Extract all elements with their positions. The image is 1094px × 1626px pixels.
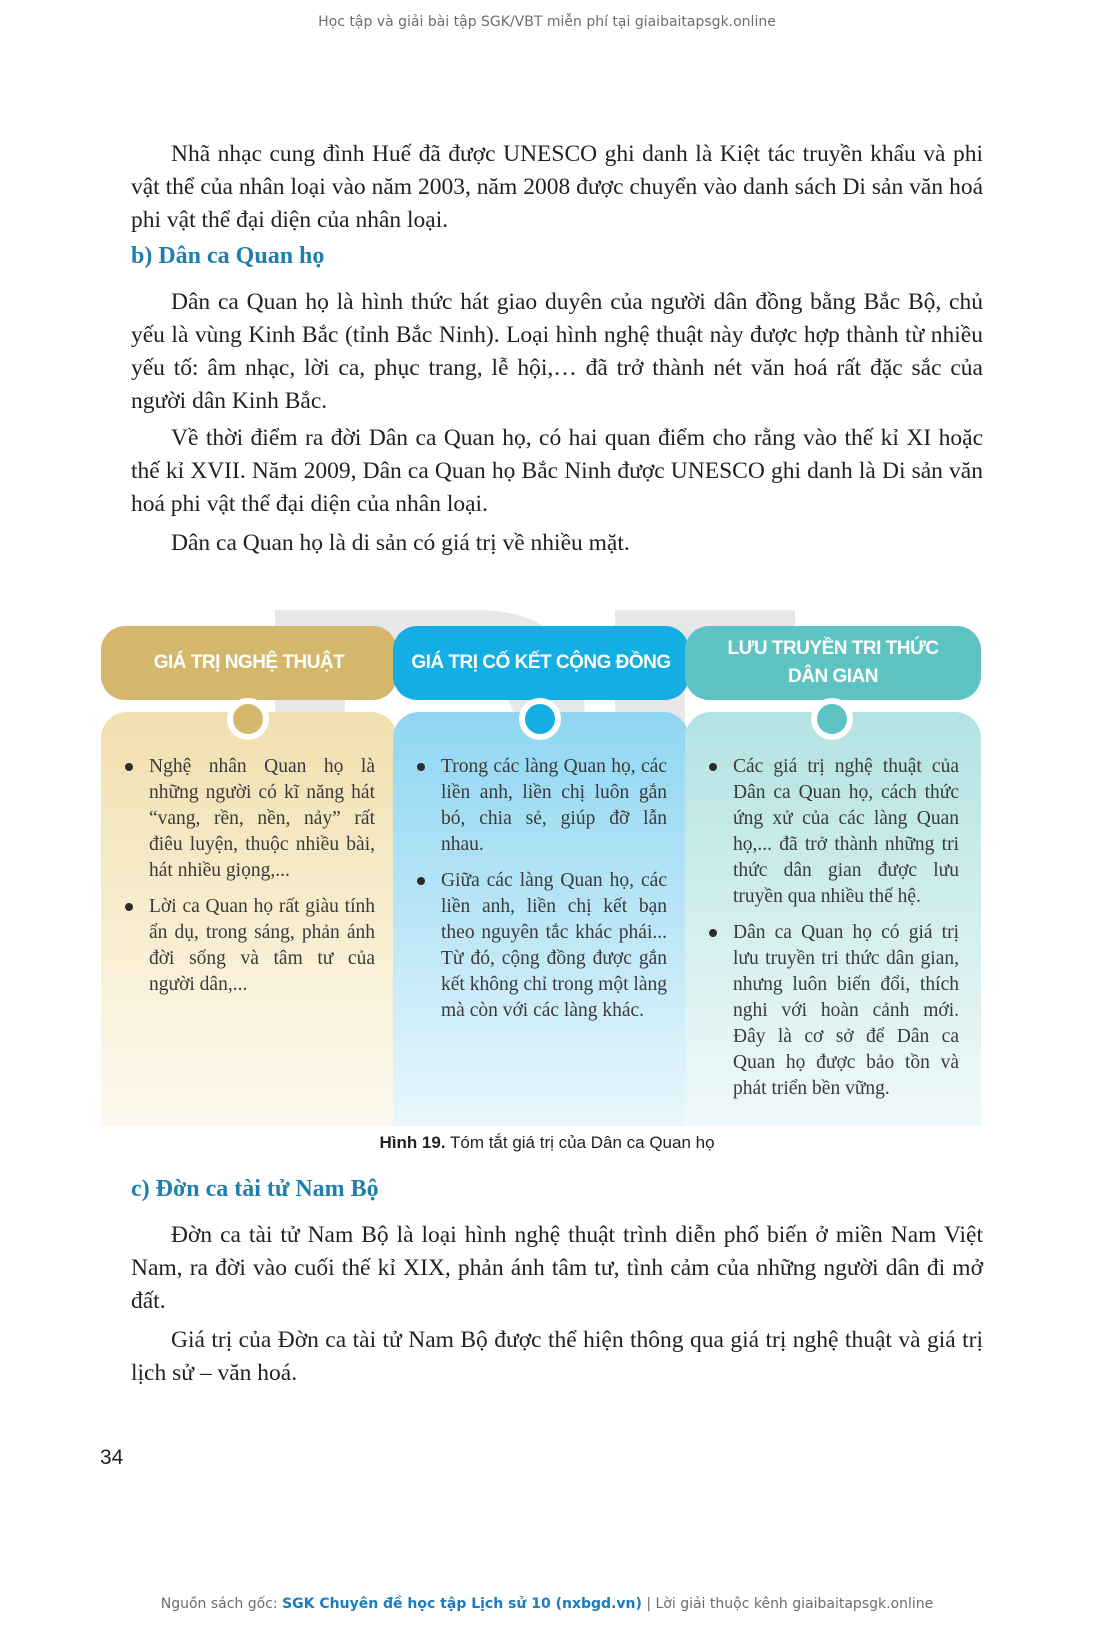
column-nghe-thuat — [101, 626, 397, 1126]
item-list — [707, 754, 959, 1112]
caption-text: Tóm tắt giá trị của Dân ca Quan họ — [445, 1133, 715, 1152]
connector-dot — [519, 698, 561, 740]
paragraph-b-3: Dân ca Quan họ là di sản có giá trị về nhiều mặt. — [171, 530, 630, 556]
item-list — [415, 754, 667, 1034]
column-co-ket — [393, 626, 689, 1126]
column-title-pill: GIÁ TRỊ NGHỆ THUẬT — [101, 626, 397, 700]
paragraph-c-2: Giá trị của Đờn ca tài tử Nam Bộ được thể hiện thông qua giá trị nghệ thuật và giá trị lịch sử – văn hoá. — [131, 1327, 983, 1386]
list-item: Trong các làng Quan họ, các liền anh, liền chị luôn gắn bó, chia sẻ, giúp đỡ lẫn nhau. — [415, 754, 667, 858]
paragraph-b-1: Dân ca Quan họ là hình thức hát giao duyên của người dân đồng bằng Bắc Bộ, chủ yếu là vùng Kinh Bắc (tỉnh Bắc Ninh). Loại hình nghệ thuật này được hợp thành từ nhiều yếu tố: âm nhạc, lời ca, phục trang, lễ hội,… đã trở thành nét văn hoá rất đặc sắc của người dân Kinh Bắc. — [131, 289, 983, 414]
caption-label: Hình 19. — [379, 1133, 446, 1152]
column-title-pill: LƯU TRUYỀN TRI THỨC DÂN GIAN — [685, 626, 981, 700]
page-number: 34 — [100, 1446, 124, 1469]
list-item: Lời ca Quan họ rất giàu tính ẩn dụ, trong sáng, phản ánh đời sống và tâm tư của người dân,... — [123, 894, 375, 998]
footer-note — [0, 1596, 1094, 1612]
footer-suffix: | Lời giải thuộc kênh giaibaitapsgk.online — [641, 1596, 934, 1612]
paragraph-nha-nhac: Nhã nhạc cung đình Huế đã được UNESCO ghi danh là Kiệt tác truyền khẩu và phi vật thể của nhân loại vào năm 2003, năm 2008 được chuyển vào danh sách Di sản văn hoá phi vật thể đại diện của nhân loại. — [131, 141, 983, 233]
footer-prefix: Nguồn sách gốc: — [160, 1596, 283, 1612]
section-b — [131, 243, 983, 270]
list-item: Giữa các làng Quan họ, các liền anh, liền chị kết bạn theo nguyên tắc khác phái... Từ đó, cộng đồng được gắn kết không chỉ trong một làng mà còn với các làng khác. — [415, 868, 667, 1024]
connector-dot — [811, 698, 853, 740]
intro-block — [131, 138, 983, 237]
column-tri-thuc — [685, 626, 981, 1126]
list-item: Nghệ nhân Quan họ là những người có kĩ năng hát “vang, rền, nền, nảy” rất điêu luyện, thuộc nhiều bài, hát nhiều giọng,... — [123, 754, 375, 884]
list-item: Dân ca Quan họ có giá trị lưu truyền tri thức dân gian, nhưng luôn biến đổi, thích nghi với hoàn cảnh mới. Đây là cơ sở để Dân ca Quan họ được bảo tồn và phát triển bền vững. — [707, 920, 959, 1102]
list-item: Các giá trị nghệ thuật của Dân ca Quan họ, cách thức ứng xử của các làng Quan họ,... đã trở thành những tri thức dân gian được lưu truyền qua nhiều thế hệ. — [707, 754, 959, 910]
item-list — [123, 754, 375, 1008]
figure-19 — [101, 626, 1007, 1126]
section-c — [131, 1176, 983, 1203]
connector-dot — [227, 698, 269, 740]
section-b-body-2 — [131, 422, 983, 521]
figure-caption — [0, 1133, 1094, 1153]
paragraph-b-2: Về thời điểm ra đời Dân ca Quan họ, có hai quan điểm cho rằng vào thế kỉ XI hoặc thế kỉ XVII. Năm 2009, Dân ca Quan họ Bắc Ninh được UNESCO ghi danh là Di sản văn hoá phi vật thể đại diện của nhân loại. — [131, 425, 983, 517]
section-c-body-2 — [131, 1324, 983, 1390]
section-c-title: c) Đờn ca tài tử Nam Bộ — [131, 1176, 379, 1202]
paragraph-c-1: Đờn ca tài tử Nam Bộ là loại hình nghệ thuật trình diễn phổ biến ở miền Nam Việt Nam, ra đời vào cuối thế kỉ XIX, phản ánh tâm tư, tình cảm của những người dân đi mở đất. — [131, 1222, 983, 1314]
section-c-body — [131, 1219, 983, 1318]
column-title-pill: GIÁ TRỊ CỐ KẾT CỘNG ĐỒNG — [393, 626, 689, 700]
section-b-body-3 — [131, 527, 983, 560]
section-b-body — [131, 286, 983, 418]
section-b-title: b) Dân ca Quan họ — [131, 243, 325, 269]
footer-source-link[interactable]: SGK Chuyên đề học tập Lịch sử 10 (nxbgd.vn) — [282, 1596, 642, 1612]
header-note: Học tập và giải bài tập SGK/VBT miễn phí tại giaibaitapsgk.online — [318, 14, 776, 30]
